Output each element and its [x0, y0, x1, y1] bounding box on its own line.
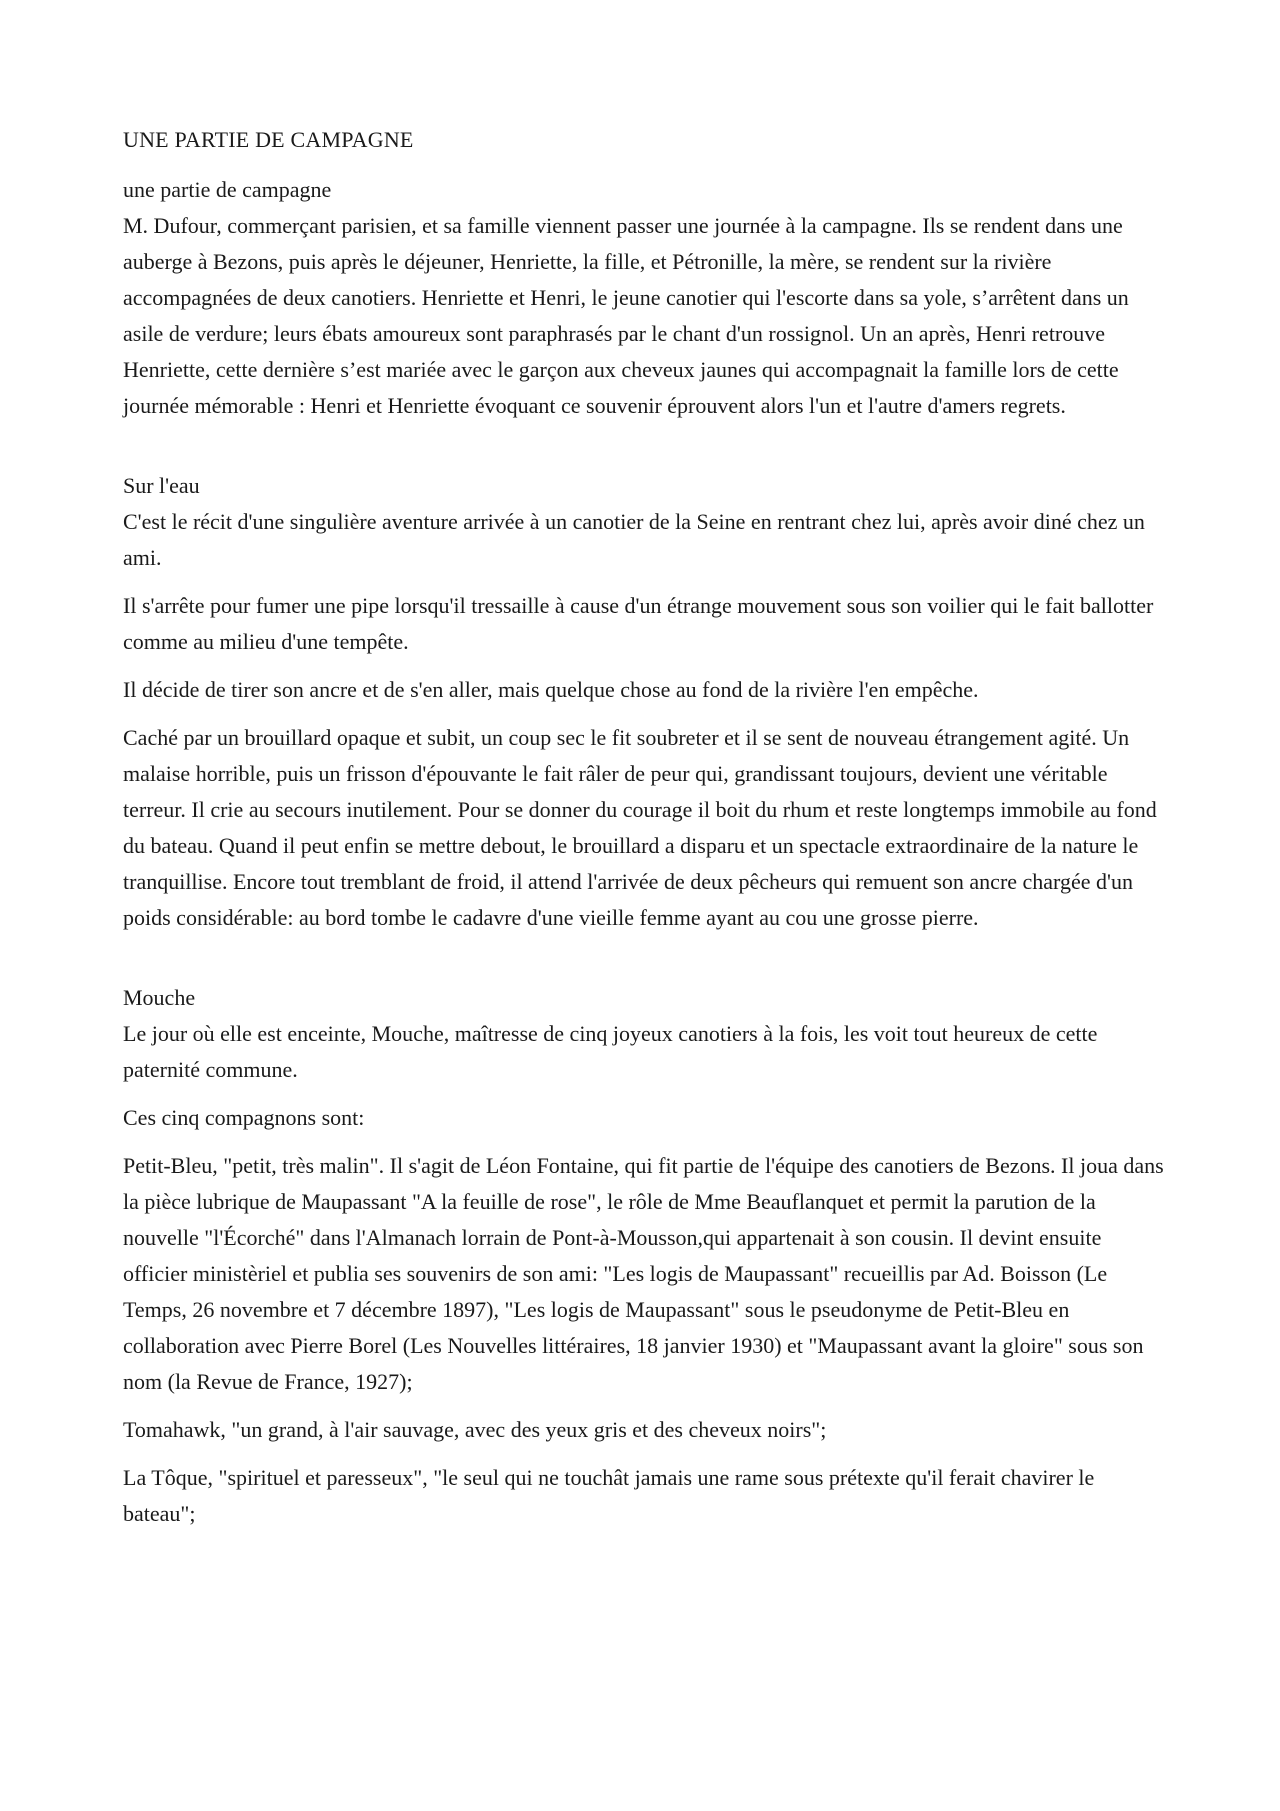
section-heading: Mouche: [123, 985, 196, 1010]
paragraph: C'est le récit d'une singulière aventure arrivée à un canotier de la Seine en rentrant chez lui, après avoir diné chez un ami.: [123, 509, 1145, 570]
spacer: [123, 948, 1168, 980]
paragraph: Le jour où elle est enceinte, Mouche, maîtresse de cinq joyeux canotiers à la fois, les voit tout heureux de cette paternité commune.: [123, 1021, 1098, 1082]
paragraph: Ces cinq compagnons sont:: [123, 1105, 365, 1130]
paragraph: Caché par un brouillard opaque et subit, un coup sec le fit soubreter et il se sent de nouveau étrangement agité. Un malaise horrible, puis un frisson d'épouvante le fait râler de peur qui, grandissant toujours, devient une véritable terreur. Il crie au secours inutilement. Pour se donner du courage il boit du rhum et reste longtemps immobile au fond du bateau. Quand il peut enfin se mettre debout, le brouillard a disparu et un spectacle extraordinaire de la nature le tranquillise. Encore tout tremblant de froid, il attend l'arrivée de deux pêcheurs qui remuent son ancre chargée d'un poids considérable: au bord tombe le cadavre d'une vieille femme ayant au cou une grosse pierre.: [123, 725, 1157, 930]
section-sur-l-eau: [123, 468, 1168, 936]
section-heading: une partie de campagne: [123, 177, 332, 202]
paragraph: Tomahawk, "un grand, à l'air sauvage, avec des yeux gris et des cheveux noirs";: [123, 1417, 827, 1442]
spacer: [123, 436, 1168, 468]
paragraph: Il s'arrête pour fumer une pipe lorsqu'il tressaille à cause d'un étrange mouvement sous son voilier qui le fait ballotter comme au milieu d'une tempête.: [123, 593, 1154, 654]
paragraph: Il décide de tirer son ancre et de s'en aller, mais quelque chose au fond de la rivière l'en empêche.: [123, 677, 979, 702]
document-page: [123, 122, 1168, 1544]
section-heading: Sur l'eau: [123, 473, 200, 498]
paragraph: M. Dufour, commerçant parisien, et sa famille viennent passer une journée à la campagne. Ils se rendent dans une auberge à Bezons, puis après le déjeuner, Henriette, la fille, et Pétronille, la mère, se rendent sur la rivière accompagnées de deux canotiers. Henriette et Henri, le jeune canotier qui l'escorte dans sa yole, s’arrêtent dans un asile de verdure; leurs ébats amoureux sont paraphrasés par le chant d'un rossignol. Un an après, Henri retrouve Henriette, cette dernière s’est mariée avec le garçon aux cheveux jaunes qui accompagnait la famille lors de cette journée mémorable : Henri et Henriette évoquant ce souvenir éprouvent alors l'un et l'autre d'amers regrets.: [123, 213, 1129, 418]
paragraph: La Tôque, "spirituel et paresseux", "le seul qui ne touchât jamais une rame sous prétexte qu'il ferait chavirer le bateau";: [123, 1465, 1095, 1526]
paragraph: Petit-Bleu, "petit, très malin". Il s'agit de Léon Fontaine, qui fit partie de l'équipe des canotiers de Bezons. Il joua dans la pièce lubrique de Maupassant "A la feuille de rose", le rôle de Mme Beauflanquet et permit la parution de la nouvelle "l'Écorché" dans l'Almanach lorrain de Pont-à-Mousson,qui appartenait à son cousin. Il devint ensuite officier ministèriel et publia ses souvenirs de son ami: "Les logis de Maupassant" recueillis par Ad. Boisson (Le Temps, 26 novembre et 7 décembre 1897), "Les logis de Maupassant" sous le pseudonyme de Petit-Bleu en collaboration avec Pierre Borel (Les Nouvelles littéraires, 18 janvier 1930) et "Maupassant avant la gloire" sous son nom (la Revue de France, 1927);: [123, 1153, 1164, 1394]
section-une-partie-de-campagne: [123, 172, 1168, 424]
section-mouche: [123, 980, 1168, 1532]
document-title: UNE PARTIE DE CAMPAGNE: [123, 127, 414, 152]
